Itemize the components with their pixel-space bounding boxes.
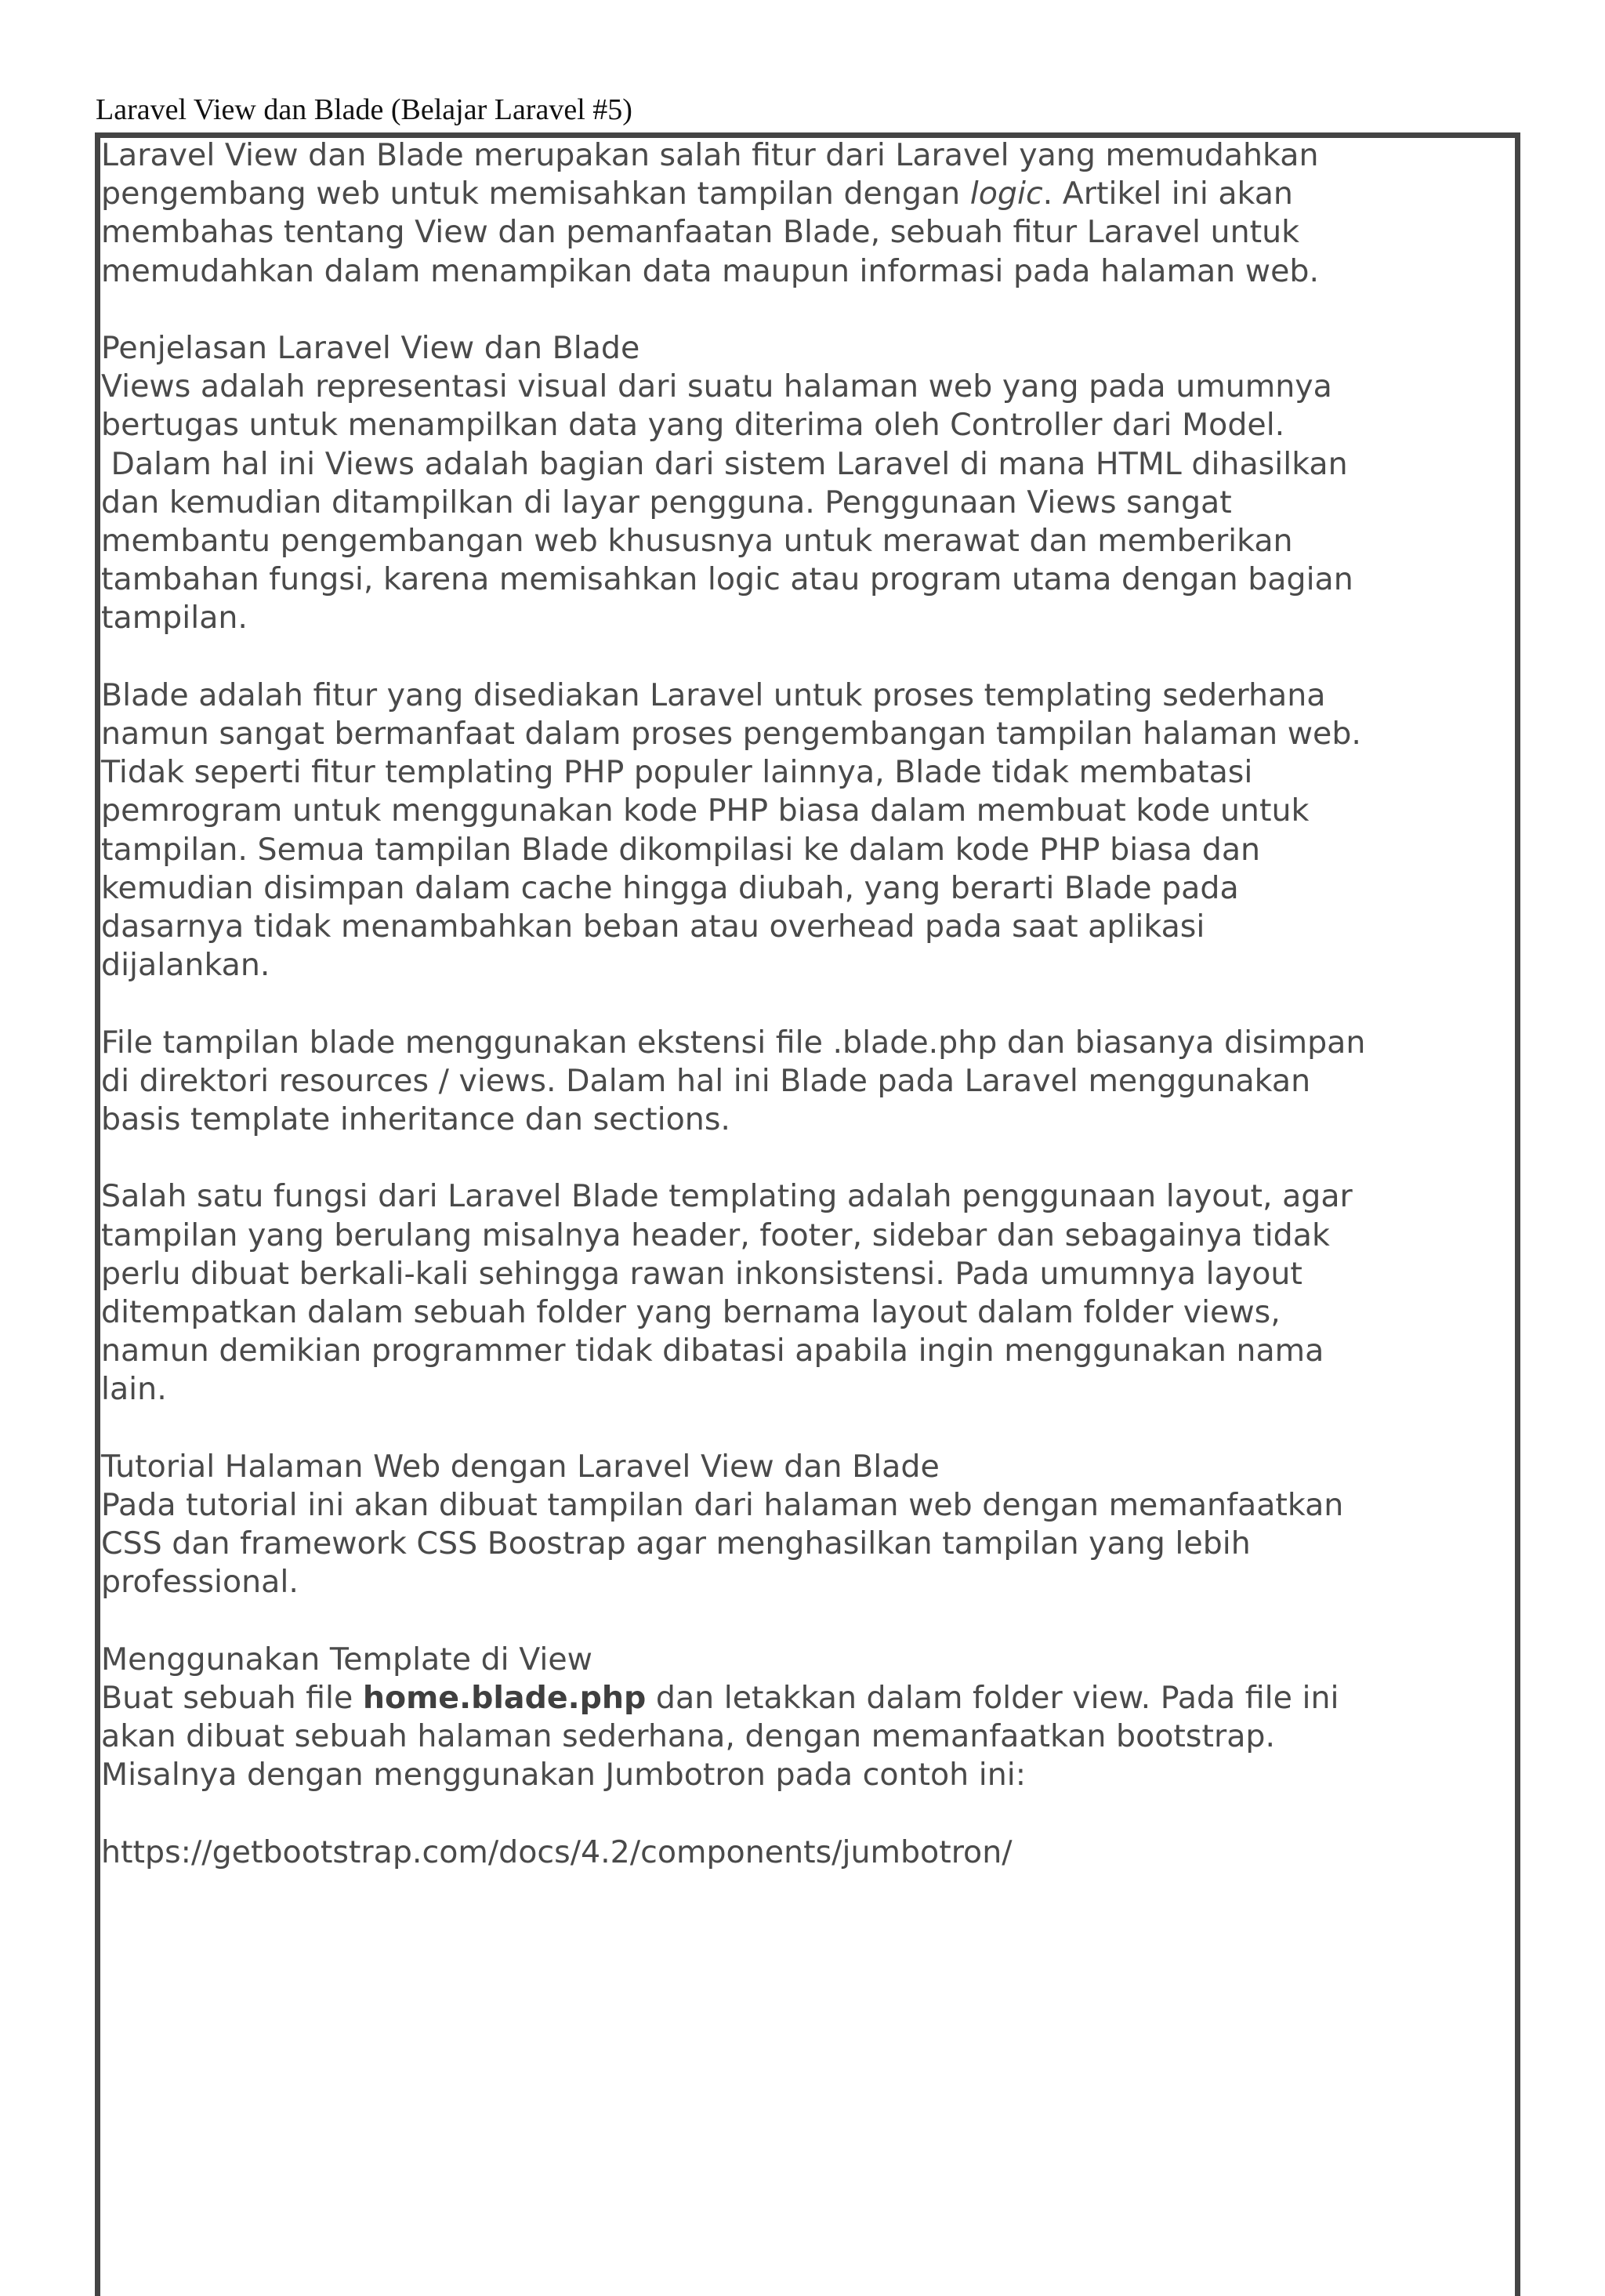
blade-paragraph — [101, 676, 1496, 985]
bootstrap-jumbotron-link[interactable]: https://getbootstrap.com/docs/4.2/components/jumbotron/ — [101, 1834, 1013, 1870]
paragraph-line: Salah satu fungsi dari Laravel Blade templating adalah penggunaan layout, agar — [101, 1178, 1353, 1215]
paragraph-line: dan kemudian ditampilkan di layar pengguna. Penggunaan Views sangat — [101, 484, 1232, 520]
paragraph-line: tampilan yang berulang misalnya header, footer, sidebar dan sebagainya tidak — [101, 1217, 1330, 1253]
section-heading: Penjelasan Laravel View dan Blade — [101, 330, 640, 366]
intro-line: Laravel View dan Blade merupakan salah fitur dari Laravel yang memudahkan — [101, 137, 1319, 173]
paragraph-line: Blade adalah fitur yang disediakan Laravel untuk proses templating sederhana — [101, 676, 1326, 713]
paragraph-line: File tampilan blade menggunakan ekstensi file .blade.php dan biasanya disimpan — [101, 1024, 1366, 1061]
paragraph-line: Dalam hal ini Views adalah bagian dari sistem Laravel di mana HTML dihasilkan — [101, 445, 1348, 482]
paragraph-line: professional. — [101, 1564, 299, 1601]
intro-line: membahas tentang View dan pemanfaatan Blade, sebuah fitur Laravel untuk — [101, 214, 1300, 251]
paragraph-line: ditempatkan dalam sebuah folder yang bernama layout dalam folder views, — [101, 1294, 1281, 1331]
intro-paragraph — [101, 136, 1496, 291]
paragraph-line: tampilan. — [101, 600, 248, 637]
paragraph-text: Buat sebuah file — [101, 1680, 363, 1717]
paragraph-line: perlu dibuat berkali-kali sehingga rawan inkonsistensi. Pada umumnya layout — [101, 1255, 1302, 1292]
paragraph-text: dan letakkan dalam folder view. Pada file ini — [646, 1680, 1339, 1717]
intro-line — [101, 175, 1496, 213]
paragraph-line — [101, 1679, 1496, 1717]
paragraph-line: Views adalah representasi visual dari suatu halaman web yang pada umumnya — [101, 368, 1332, 405]
document-title: Laravel View dan Blade (Belajar Laravel #5) — [96, 93, 632, 126]
section-heading: Menggunakan Template di View — [101, 1641, 592, 1678]
intro-line: memudahkan dalam menampikan data maupun informasi pada halaman web. — [101, 252, 1320, 289]
intro-text: pengembang web untuk memisahkan tampilan dengan — [101, 176, 970, 212]
paragraph-line: CSS dan framework CSS Boostrap agar menghasilkan tampilan yang lebih — [101, 1525, 1251, 1562]
layout-paragraph — [101, 1177, 1496, 1409]
logic-emphasis: logic — [969, 176, 1043, 212]
paragraph-line: membantu pengembangan web khususnya untuk merawat dan memberikan — [101, 523, 1293, 560]
paragraph-line: kemudian disimpan dalam cache hingga diubah, yang berarti Blade pada — [101, 869, 1239, 906]
section-heading: Tutorial Halaman Web dengan Laravel View dan Blade — [101, 1448, 940, 1485]
paragraph-line: bertugas untuk menampilkan data yang diterima oleh Controller dari Model. — [101, 407, 1285, 444]
section-views — [101, 329, 1496, 638]
paragraph-line: Tidak seperti fitur templating PHP populer lainnya, Blade tidak membatasi — [101, 754, 1253, 791]
paragraph-line: Pada tutorial ini akan dibuat tampilan dari halaman web dengan memanfaatkan — [101, 1487, 1344, 1524]
paragraph-line: pemrogram untuk menggunakan kode PHP biasa dalam membuat kode untuk — [101, 793, 1310, 829]
paragraph-line: tampilan. Semua tampilan Blade dikompilasi ke dalam kode PHP biasa dan — [101, 831, 1261, 868]
paragraph-line: Misalnya dengan menggunakan Jumbotron pada contoh ini: — [101, 1757, 1027, 1794]
paragraph-line: dasarnya tidak menambahkan beban atau overhead pada saat aplikasi — [101, 909, 1205, 945]
paragraph-line: namun sangat bermanfaat dalam proses pengembangan tampilan halaman web. — [101, 716, 1361, 753]
file-paragraph — [101, 1024, 1496, 1140]
paragraph-line: basis template inheritance dan sections. — [101, 1101, 730, 1138]
paragraph-line: di direktori resources / views. Dalam hal ini Blade pada Laravel menggunakan — [101, 1062, 1311, 1099]
article-body — [101, 136, 1496, 1910]
section-template — [101, 1641, 1496, 1795]
paragraph-line: namun demikian programmer tidak dibatasi apabila ingin menggunakan nama — [101, 1333, 1324, 1369]
intro-text: . Artikel ini akan — [1042, 176, 1293, 212]
paragraph-line: lain. — [101, 1371, 167, 1408]
paragraph-line: akan dibuat sebuah halaman sederhana, dengan memanfaatkan bootstrap. — [101, 1718, 1276, 1755]
link-paragraph — [101, 1834, 1496, 1872]
paragraph-line: dijalankan. — [101, 947, 270, 984]
section-tutorial — [101, 1448, 1496, 1602]
paragraph-line: tambahan fungsi, karena memisahkan logic atau program utama dengan bagian — [101, 561, 1353, 598]
filename-bold: home.blade.php — [362, 1680, 647, 1717]
